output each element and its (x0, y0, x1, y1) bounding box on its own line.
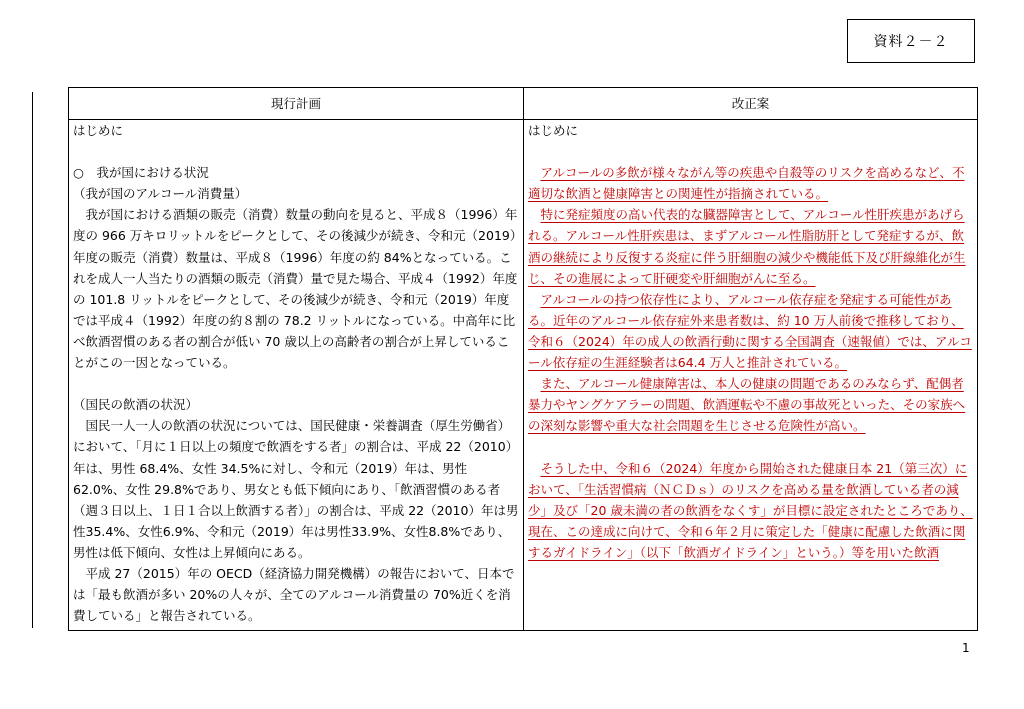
current-plan-cell (69, 120, 524, 631)
right-paragraph-risk: アルコールの多飲が様々ながん等の疾患や自殺等のリスクを高めるなど、不適切な飲酒と健康障害との関連性が指摘されている。 (528, 165, 965, 202)
left-paragraph-consumption: 我が国における酒類の販売（消費）数量の動向を見ると、平成８（1996）年度の 966 万キロリットルをピークとして、その後減少が続き、令和元（2019）年度の販売（消費）数量は、平成８（1996）年度の約 84%となっている。これを成人一人当たりの酒類の販売（消費）量で見た場合、平成４（1992）年度の 101.8 リットルをピークとして、その後減少が続き、令和元（2019）年度では平成４（1992）年度の約８割の 78.2 リットルになっている。中高年に比べ飲酒習慣のある者の割合が低い 70 歳以上の高齢者の割合が上昇していることがこの一因となっている。 (73, 207, 518, 371)
margin-line (32, 92, 33, 628)
left-heading: はじめに (73, 123, 124, 138)
page-number: 1 (962, 641, 970, 655)
left-subheading-drinking: （国民の飲酒の状況） (73, 397, 199, 413)
left-paragraph-drinking: 国民一人一人の飲酒の状況については、国民健康・栄養調査（厚生労働省）において、「月に１日以上の頻度で飲酒をする者」の割合は、平成 22（2010）年は、男性 68.4%、女性 34.5%に対し、令和元（2019）年は、男性 62.0%、女性 29.8%であり、男女とも低下傾向にあり、「飲酒習慣のある者（週３日以上、１日１合以上飲酒する者）」の割合は、平成 22（2010）年は男性35.4%、女性6.9%、令和元（2019）年は男性33.9%、女性8.8%であり、男性は低下傾向、女性は上昇傾向にある。 (73, 418, 519, 560)
header-current-plan: 現行計画 (69, 88, 524, 120)
right-paragraph-dependence: アルコールの持つ依存性により、アルコール依存症を発症する可能性がある。近年のアルコール依存症外来患者数は、約 10 万人前後で推移しており、令和６（2024）年の成人の飲酒行動に関する全国調査（速報値）では、アルコール依存症の生涯経験者は64.4 万人と推計されている。 (528, 291, 972, 371)
revision-draft-cell (524, 120, 978, 631)
header-revision-draft: 改正案 (524, 88, 978, 120)
right-paragraph-social: また、アルコール健康障害は、本人の健康の問題であるのみならず、配偶者暴力やヤングケアラーの問題、飲酒運転や不慮の事故死といった、その家族への深刻な影響や重大な社会問題を生じさせる危険性が高い。 (528, 376, 966, 434)
right-paragraph-health-japan21: そうした中、令和６（2024）年度から開始された健康日本 21（第三次）において、「生活習慣病（ＮＣＤｓ）のリスクを高める量を飲酒している者の減少」及び「20 歳未満の者の飲酒をなくす」が目標に設定されたところであり、現在、この達成に向けて、令和６年２月に策定した「健康に配慮した飲酒に関するガイドライン」（以下「飲酒ガイドライン」という。）等を用いた飲酒 (528, 460, 973, 560)
document-label: 資料２－２ (847, 19, 975, 63)
left-paragraph-oecd: 平成 27（2015）年の OECD（経済協力開発機構）の報告において、日本では「最も飲酒が多い 20%の人々が、全てのアルコール消費量の 70%近くを消費している」と報告されている。 (73, 565, 515, 624)
right-paragraph-liver: 特に発症頻度の高い代表的な臓器障害として、アルコール性肝疾患があげられる。アルコール性肝疾患は、まずアルコール性脂肪肝として発症するが、飲酒の継続により反復する炎症に伴う肝細胞の減少や機能低下及び肝線維化が生じ、その進展によって肝硬変や肝細胞がんに至る。 (528, 207, 966, 286)
left-section-title: ○ 我が国における状況 (73, 165, 209, 181)
comparison-table (68, 87, 978, 631)
right-heading: はじめに (528, 123, 579, 138)
left-subheading-consumption: （我が国のアルコール消費量） (73, 186, 248, 202)
